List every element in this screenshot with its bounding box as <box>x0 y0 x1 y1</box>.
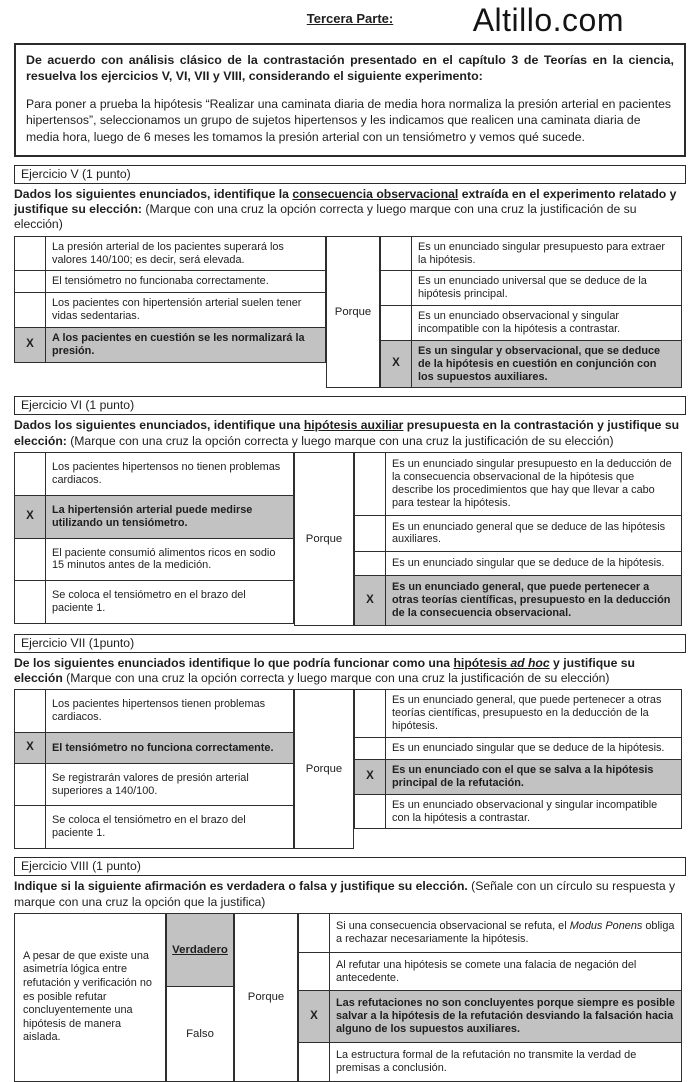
statement-text: Se coloca el tensiómetro en el brazo del paciente 1. <box>46 581 294 624</box>
porque-label: Porque <box>294 689 354 849</box>
ad-hoc-italic: ad hoc <box>510 655 550 670</box>
statement-text: Se registrarán valores de presión arterial superiores a 140/100. <box>46 763 294 806</box>
checkbox-cell[interactable] <box>381 271 412 306</box>
exercise-vi-instruction <box>14 418 686 449</box>
exercise-v-table <box>14 236 686 389</box>
statement-text-selected: A los pacientes en cuestión se les normalizará la presión. <box>46 327 326 362</box>
table-row <box>299 913 682 952</box>
table-row <box>15 453 294 496</box>
table-row <box>381 340 682 388</box>
justification-text: Es un enunciado universal que se deduce de la hipótesis principal. <box>412 271 682 306</box>
checkbox-cell-marked[interactable]: X <box>15 733 46 764</box>
exercise-v-header: Ejercicio V (1 punto) <box>14 165 686 184</box>
intro-box <box>14 43 686 157</box>
table-row <box>381 306 682 341</box>
exercise-vi-table <box>14 452 686 626</box>
checkbox-cell[interactable] <box>15 271 46 293</box>
justification-text-selected: Las refutaciones no son concluyentes porque siempre es posible salvar a la hipótesis de la refutación desviando la falsación hacia alguno de los supuestos auxiliares. <box>330 991 682 1043</box>
instruction-normal: (Marque con una cruz la opción correcta y luego marque con una cruz la justificación de su elección) <box>14 201 637 232</box>
checkbox-cell[interactable] <box>15 538 46 581</box>
checkbox-cell-marked[interactable]: X <box>355 759 386 794</box>
exercise-vii-header: Ejercicio VII (1punto) <box>14 634 686 653</box>
affirmation-text: A pesar de que existe una asimetría lógica entre refutación y verificación no es posible refutar concluyentemente una hipótesis de manera aislada. <box>14 913 166 1082</box>
table-row <box>299 991 682 1043</box>
checkbox-cell[interactable] <box>381 236 412 271</box>
altillo-logo: Altillo.com <box>472 2 624 38</box>
table-row <box>355 738 682 760</box>
table-row <box>355 576 682 626</box>
checkbox-cell-marked[interactable]: X <box>299 991 330 1043</box>
instruction-normal: (Marque con una cruz la opción correcta y luego marque con una cruz la justificación de su elección) <box>66 671 610 686</box>
table-row <box>355 552 682 576</box>
instruction-normal: (Señale con un círculo su respuesta y marque con una cruz la opción que la justifica) <box>14 879 676 909</box>
checkbox-cell[interactable] <box>355 794 386 829</box>
checkbox-cell[interactable] <box>355 690 386 738</box>
checkbox-cell-marked[interactable]: X <box>15 495 46 538</box>
checkbox-cell[interactable] <box>15 453 46 496</box>
exercise-vii <box>14 634 686 849</box>
checkbox-cell-marked[interactable]: X <box>355 576 386 626</box>
checkbox-cell[interactable] <box>15 806 46 849</box>
checkbox-cell[interactable] <box>15 690 46 733</box>
checkbox-cell[interactable] <box>15 293 46 328</box>
table-row <box>355 690 682 738</box>
checkbox-cell[interactable] <box>355 738 386 760</box>
table-row <box>15 763 294 806</box>
justification-text-selected: Es un singular y observacional, que se deduce de la hipótesis en cuestión en conjunción con los supuestos auxiliares. <box>412 340 682 388</box>
instruction-underlined: hipótesis <box>453 655 511 670</box>
table-row <box>381 271 682 306</box>
table-row <box>15 271 326 293</box>
checkbox-cell-marked[interactable]: X <box>15 327 46 362</box>
instruction-bold: Dados los siguientes enunciados, identifique una <box>14 418 304 433</box>
table-row <box>15 806 294 849</box>
porque-label: Porque <box>234 913 298 1082</box>
exercise-vi <box>14 396 686 625</box>
table-row <box>15 538 294 581</box>
justification-text: Es un enunciado singular presupuesto para extraer la hipótesis. <box>412 236 682 271</box>
justification-text: Al refutar una hipótesis se comete una falacia de negación del antecedente. <box>330 952 682 991</box>
intro-instructions: De acuerdo con análisis clásico de la contrastación presentado en el capítulo 3 de Teorías en la ciencia, resuelva los ejercicios V, VI, VII y VIII, considerando el siguiente experimento: <box>26 53 674 84</box>
exercise-vii-instruction <box>14 656 686 687</box>
instruction-bold: De los siguientes enunciados identifique lo que podría funcionar como una <box>14 655 454 670</box>
instruction-normal: (Marque con una cruz la opción correcta y luego marque con una cruz la justificación de su elección) <box>70 433 614 448</box>
statements-table <box>14 452 294 624</box>
exercise-viii-table <box>14 913 686 1082</box>
page-title: Tercera Parte: <box>306 11 394 26</box>
checkbox-cell[interactable] <box>15 763 46 806</box>
checkbox-cell[interactable] <box>15 236 46 271</box>
table-row <box>381 236 682 271</box>
porque-label: Porque <box>326 236 380 389</box>
page-header <box>14 2 686 38</box>
porque-label: Porque <box>294 452 354 626</box>
statement-text-selected: La hipertensión arterial puede medirse utilizando un tensiómetro. <box>46 495 294 538</box>
checkbox-cell[interactable] <box>299 952 330 991</box>
checkbox-cell[interactable] <box>299 913 330 952</box>
instruction-bold: extraída en el experimento relatado y justifique su elección: <box>14 186 677 216</box>
statement-text: Los pacientes con hipertensión arterial suelen tener vidas sedentarias. <box>46 293 326 328</box>
table-row <box>15 581 294 624</box>
table-row <box>299 952 682 991</box>
justifications-table <box>380 236 682 389</box>
justifications-table <box>354 452 682 626</box>
table-row <box>355 453 682 515</box>
exercise-vii-table <box>14 689 686 849</box>
justification-text: Es un enunciado singular que se deduce de la hipótesis. <box>386 552 682 576</box>
exercise-v <box>14 165 686 389</box>
exercise-vi-header: Ejercicio VI (1 punto) <box>14 396 686 415</box>
justification-text <box>330 913 682 952</box>
justification-text: Es un enunciado general que se deduce de las hipótesis auxiliares. <box>386 515 682 552</box>
table-row <box>299 1042 682 1081</box>
instruction-bold: Dados los siguientes enunciados, identifique la <box>14 186 293 201</box>
justification-text-selected: Es un enunciado general, que puede pertenecer a otras teorías científicas, presupuesto en la deducción de la consecuencia observacional. <box>386 576 682 626</box>
justification-text: La estructura formal de la refutación no transmite la verdad de premisas a conclusión. <box>330 1042 682 1081</box>
table-row <box>355 759 682 794</box>
modus-ponens-italic: Modus Ponens <box>569 919 643 932</box>
statement-text: Los pacientes hipertensos no tienen problemas cardiacos. <box>46 453 294 496</box>
statement-text: Los pacientes hipertensos tienen problemas cardiacos. <box>46 690 294 733</box>
instruction-underlined: hipótesis auxiliar <box>303 418 404 433</box>
checkbox-cell[interactable] <box>15 581 46 624</box>
statements-table <box>14 236 326 363</box>
exercise-v-instruction <box>14 187 686 233</box>
table-row <box>15 293 326 328</box>
instruction-bold: y justifique su elección <box>14 655 635 686</box>
table-row <box>355 794 682 829</box>
verdadero-option-selected[interactable]: Verdadero <box>166 913 234 987</box>
justifications-table <box>298 913 682 1082</box>
statement-text: La presión arterial de los pacientes superará los valores 140/100; es decir, será elevada. <box>46 236 326 271</box>
exercise-viii-instruction <box>14 879 686 910</box>
instruction-underlined-italic <box>510 656 549 670</box>
statements-table <box>14 689 294 849</box>
falso-option[interactable]: Falso <box>166 987 234 1082</box>
justification-text-selected: Es un enunciado con el que se salva a la hipótesis principal de la refutación. <box>386 759 682 794</box>
justifications-table <box>354 689 682 829</box>
justification-text: Es un enunciado observacional y singular incompatible con la hipótesis a contrastar. <box>412 306 682 341</box>
checkbox-cell[interactable] <box>355 515 386 552</box>
instruction-bold: Indique si la siguiente afirmación es verdadera o falsa y justifique su elección. <box>14 879 468 894</box>
justification-text: Es un enunciado general, que puede pertenecer a otras teorías científicas, presupuesto en la deducción de la hipótesis. <box>386 690 682 738</box>
statement-text: El tensiómetro no funcionaba correctamente. <box>46 271 326 293</box>
table-row <box>15 236 326 271</box>
justification-segment: Si una consecuencia observacional se refuta, el <box>336 919 570 932</box>
table-row <box>355 515 682 552</box>
justification-text: Es un enunciado singular presupuesto en la deducción de la consecuencia observacional de la hipótesis que describe los procedimientos que hay que llevar a cabo para testear la hipótesis. <box>386 453 682 515</box>
table-row <box>15 495 294 538</box>
table-row <box>15 690 294 733</box>
checkbox-cell[interactable] <box>299 1042 330 1081</box>
intro-experiment: Para poner a prueba la hipótesis “Realizar una caminata diaria de media hora normaliza la presión arterial en pacientes hipertensos”, seleccionamos un grupo de sujetos hipertensos y les indicamos que realicen una caminata diaria de media hora, luego de 6 meses les tomamos la presión arterial con un tensiómetro y vemos qué sucede. <box>26 96 671 144</box>
table-row <box>15 733 294 764</box>
statement-text: Se coloca el tensiómetro en el brazo del paciente 1. <box>46 806 294 849</box>
statement-text-selected: El tensiómetro no funciona correctamente. <box>46 733 294 764</box>
checkbox-cell[interactable] <box>355 552 386 576</box>
true-false-column <box>166 913 234 1082</box>
instruction-underlined: consecuencia observacional <box>292 186 459 201</box>
checkbox-cell[interactable] <box>381 306 412 341</box>
justification-text: Es un enunciado singular que se deduce de la hipótesis. <box>386 738 682 760</box>
checkbox-cell-marked[interactable]: X <box>381 340 412 388</box>
statement-text: El paciente consumió alimentos ricos en sodio 15 minutos antes de la medición. <box>46 538 294 581</box>
exercise-viii-header: Ejercicio VIII (1 punto) <box>14 857 686 876</box>
instruction-bold: presupuesta en la contrastación y justifique su elección: <box>14 418 680 448</box>
justification-segment: obliga a rechazar necesariamente la hipótesis. <box>336 919 675 945</box>
table-row <box>15 327 326 362</box>
checkbox-cell[interactable] <box>355 453 386 515</box>
exercise-viii <box>14 857 686 1081</box>
justification-text: Es un enunciado observacional y singular incompatible con la hipótesis a contrastar. <box>386 794 682 829</box>
